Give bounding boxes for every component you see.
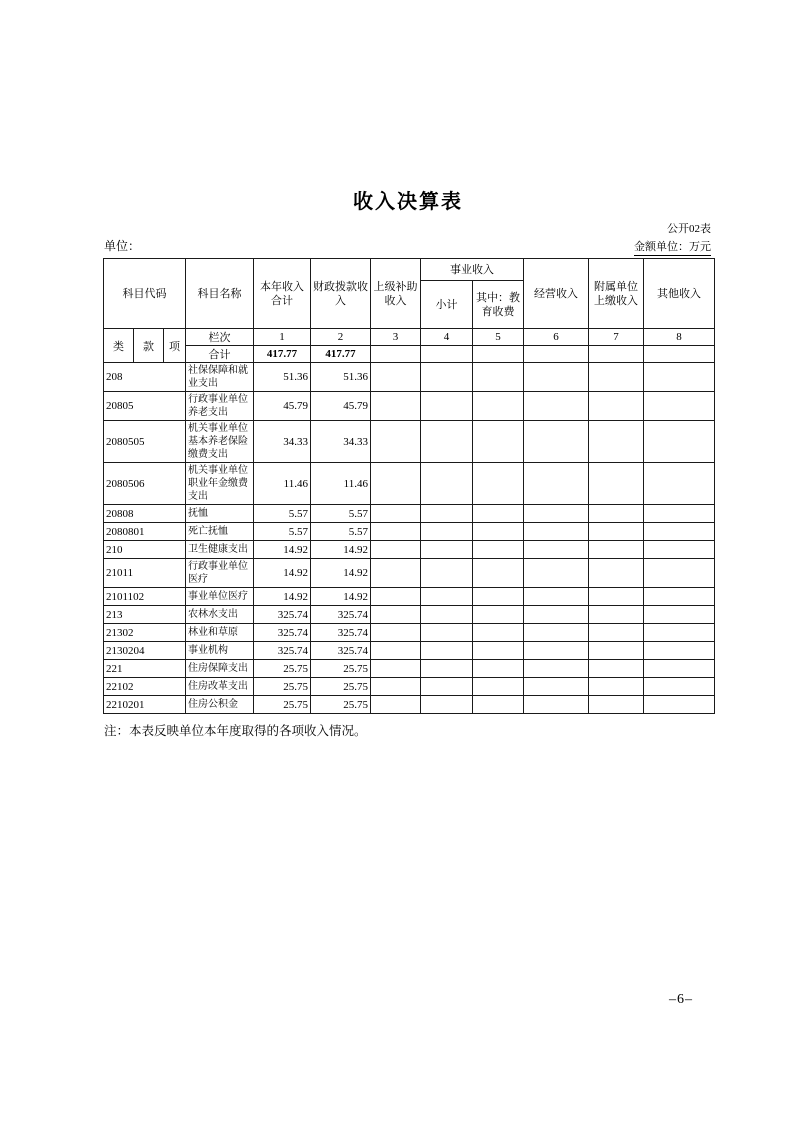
business-subtotal-cell: [421, 505, 473, 523]
table-row: [104, 392, 715, 421]
annual-total-cell: 25.75: [254, 696, 311, 714]
header-class: 类: [104, 329, 134, 363]
annual-total-cell: 25.75: [254, 678, 311, 696]
subject-name-cell: 抚恤: [186, 505, 254, 523]
fiscal-grant-cell: 14.92: [311, 559, 371, 588]
column-index-row: [104, 329, 715, 346]
fiscal-grant-cell: 14.92: [311, 541, 371, 559]
subject-name-cell: 机关事业单位职业年金缴费支出: [186, 463, 254, 505]
header-subject-name: 科目名称: [186, 259, 254, 329]
total-fiscal-value: 417.77: [311, 346, 371, 363]
other-income-cell: [644, 624, 715, 642]
annual-total-cell: 34.33: [254, 421, 311, 463]
header-business-income: 事业收入: [421, 259, 524, 281]
subject-name-cell: 机关事业单位基本养老保险缴费支出: [186, 421, 254, 463]
table-row: [104, 421, 715, 463]
column-number: 6: [524, 329, 589, 346]
header-item: 项: [164, 329, 186, 363]
subject-name-cell: 住房改革支出: [186, 678, 254, 696]
subject-name-cell: 行政事业单位养老支出: [186, 392, 254, 421]
subject-code-cell: 210: [104, 541, 186, 559]
other-income-cell: [644, 678, 715, 696]
header-annual-total: 本年收入合计: [254, 259, 311, 329]
education-fee-cell: [473, 678, 524, 696]
business-subtotal-cell: [421, 588, 473, 606]
education-fee-cell: [473, 541, 524, 559]
operating-income-cell: [524, 696, 589, 714]
subject-code-cell: 21302: [104, 624, 186, 642]
annual-total-cell: 14.92: [254, 588, 311, 606]
fiscal-grant-cell: 325.74: [311, 642, 371, 660]
annual-total-cell: 25.75: [254, 660, 311, 678]
subject-name-cell: 事业单位医疗: [186, 588, 254, 606]
business-subtotal-cell: [421, 606, 473, 624]
superior-subsidy-cell: [371, 363, 421, 392]
operating-income-cell: [524, 624, 589, 642]
business-subtotal-cell: [421, 463, 473, 505]
affiliated-remit-cell: [589, 505, 644, 523]
other-income-cell: [644, 588, 715, 606]
other-income-cell: [644, 523, 715, 541]
education-fee-cell: [473, 523, 524, 541]
fiscal-grant-cell: 5.57: [311, 523, 371, 541]
annual-total-cell: 14.92: [254, 559, 311, 588]
fiscal-grant-cell: 11.46: [311, 463, 371, 505]
affiliated-remit-cell: [589, 588, 644, 606]
fiscal-grant-cell: 325.74: [311, 606, 371, 624]
education-fee-cell: [473, 363, 524, 392]
annual-total-cell: 45.79: [254, 392, 311, 421]
operating-income-cell: [524, 642, 589, 660]
subject-name-cell: 农林水支出: [186, 606, 254, 624]
fiscal-grant-cell: 25.75: [311, 678, 371, 696]
unit-label: 单位：: [104, 239, 141, 253]
subject-code-cell: 2210201: [104, 696, 186, 714]
business-subtotal-cell: [421, 696, 473, 714]
other-income-cell: [644, 363, 715, 392]
table-row: [104, 463, 715, 505]
other-income-cell: [644, 541, 715, 559]
doc-form-label: 公开02表: [667, 223, 711, 235]
subject-code-cell: 2130204: [104, 642, 186, 660]
operating-income-cell: [524, 678, 589, 696]
business-subtotal-cell: [421, 642, 473, 660]
business-subtotal-cell: [421, 421, 473, 463]
education-fee-cell: [473, 559, 524, 588]
lanci-label: 栏次: [186, 329, 254, 346]
column-number: 8: [644, 329, 715, 346]
total-annual-value: 417.77: [254, 346, 311, 363]
superior-subsidy-cell: [371, 678, 421, 696]
affiliated-remit-cell: [589, 523, 644, 541]
affiliated-remit-cell: [589, 660, 644, 678]
business-subtotal-cell: [421, 523, 473, 541]
table-row: [104, 559, 715, 588]
total-empty-cell: [371, 346, 421, 363]
operating-income-cell: [524, 559, 589, 588]
total-empty-cell: [473, 346, 524, 363]
affiliated-remit-cell: [589, 642, 644, 660]
table-row: [104, 660, 715, 678]
header-other-income: 其他收入: [644, 259, 715, 329]
annual-total-cell: 51.36: [254, 363, 311, 392]
annual-total-cell: 11.46: [254, 463, 311, 505]
annual-total-cell: 14.92: [254, 541, 311, 559]
subject-code-cell: 20805: [104, 392, 186, 421]
business-subtotal-cell: [421, 392, 473, 421]
subject-code-cell: 22102: [104, 678, 186, 696]
header-clause: 款: [134, 329, 164, 363]
subject-name-cell: 住房保障支出: [186, 660, 254, 678]
superior-subsidy-cell: [371, 421, 421, 463]
affiliated-remit-cell: [589, 463, 644, 505]
affiliated-remit-cell: [589, 678, 644, 696]
affiliated-remit-cell: [589, 624, 644, 642]
income-statement-table: [103, 258, 715, 714]
subject-name-cell: 林业和草原: [186, 624, 254, 642]
annual-total-cell: 5.57: [254, 505, 311, 523]
superior-subsidy-cell: [371, 660, 421, 678]
total-empty-cell: [644, 346, 715, 363]
other-income-cell: [644, 463, 715, 505]
superior-subsidy-cell: [371, 588, 421, 606]
superior-subsidy-cell: [371, 696, 421, 714]
business-subtotal-cell: [421, 624, 473, 642]
table-row: [104, 523, 715, 541]
business-subtotal-cell: [421, 363, 473, 392]
subject-code-cell: 213: [104, 606, 186, 624]
subject-name-cell: 卫生健康支出: [186, 541, 254, 559]
grand-total-row: [104, 346, 715, 363]
subject-name-cell: 死亡抚恤: [186, 523, 254, 541]
subject-code-cell: 2080505: [104, 421, 186, 463]
fiscal-grant-cell: 34.33: [311, 421, 371, 463]
table-row: [104, 505, 715, 523]
table-row: [104, 624, 715, 642]
fiscal-grant-cell: 14.92: [311, 588, 371, 606]
table-row: [104, 642, 715, 660]
header-affiliated-remit: 附属单位上缴收入: [589, 259, 644, 329]
subject-name-cell: 行政事业单位医疗: [186, 559, 254, 588]
column-number: 2: [311, 329, 371, 346]
total-empty-cell: [421, 346, 473, 363]
header-education-fee: 其中：教育收费: [473, 281, 524, 329]
subject-name-cell: 事业机构: [186, 642, 254, 660]
page-title: 收入决算表: [353, 191, 463, 213]
table-row: [104, 588, 715, 606]
operating-income-cell: [524, 392, 589, 421]
fiscal-grant-cell: 325.74: [311, 624, 371, 642]
affiliated-remit-cell: [589, 606, 644, 624]
fiscal-grant-cell: 5.57: [311, 505, 371, 523]
table-row: [104, 696, 715, 714]
superior-subsidy-cell: [371, 505, 421, 523]
column-number: 7: [589, 329, 644, 346]
table-row: [104, 363, 715, 392]
table-header: [104, 259, 715, 363]
subject-code-cell: 221: [104, 660, 186, 678]
education-fee-cell: [473, 588, 524, 606]
affiliated-remit-cell: [589, 392, 644, 421]
education-fee-cell: [473, 660, 524, 678]
education-fee-cell: [473, 624, 524, 642]
business-subtotal-cell: [421, 559, 473, 588]
other-income-cell: [644, 606, 715, 624]
operating-income-cell: [524, 588, 589, 606]
table-row: [104, 541, 715, 559]
superior-subsidy-cell: [371, 642, 421, 660]
subject-code-cell: 20808: [104, 505, 186, 523]
annual-total-cell: 325.74: [254, 642, 311, 660]
column-number: 5: [473, 329, 524, 346]
annual-total-cell: 5.57: [254, 523, 311, 541]
total-empty-cell: [589, 346, 644, 363]
affiliated-remit-cell: [589, 696, 644, 714]
business-subtotal-cell: [421, 678, 473, 696]
business-subtotal-cell: [421, 660, 473, 678]
table-body: [104, 363, 715, 714]
fiscal-grant-cell: 25.75: [311, 696, 371, 714]
annual-total-cell: 325.74: [254, 624, 311, 642]
header-superior-subsidy: 上级补助收入: [371, 259, 421, 329]
subject-code-cell: 208: [104, 363, 186, 392]
business-subtotal-cell: [421, 541, 473, 559]
operating-income-cell: [524, 523, 589, 541]
education-fee-cell: [473, 642, 524, 660]
education-fee-cell: [473, 421, 524, 463]
header-row-top: [104, 259, 715, 281]
operating-income-cell: [524, 363, 589, 392]
total-label: 合计: [186, 346, 254, 363]
education-fee-cell: [473, 505, 524, 523]
table-row: [104, 606, 715, 624]
subject-name-cell: 社保保障和就业支出: [186, 363, 254, 392]
superior-subsidy-cell: [371, 624, 421, 642]
superior-subsidy-cell: [371, 392, 421, 421]
amount-unit-label: 金额单位：万元: [634, 238, 711, 256]
affiliated-remit-cell: [589, 559, 644, 588]
fiscal-grant-cell: 51.36: [311, 363, 371, 392]
education-fee-cell: [473, 463, 524, 505]
column-number: 1: [254, 329, 311, 346]
total-empty-cell: [524, 346, 589, 363]
subject-code-cell: 2080506: [104, 463, 186, 505]
table-note: 注：本表反映单位本年度取得的各项收入情况。: [104, 724, 367, 738]
superior-subsidy-cell: [371, 463, 421, 505]
education-fee-cell: [473, 696, 524, 714]
header-subject-code: 科目代码: [104, 259, 186, 329]
education-fee-cell: [473, 606, 524, 624]
affiliated-remit-cell: [589, 541, 644, 559]
other-income-cell: [644, 642, 715, 660]
other-income-cell: [644, 559, 715, 588]
other-income-cell: [644, 660, 715, 678]
fiscal-grant-cell: 45.79: [311, 392, 371, 421]
operating-income-cell: [524, 660, 589, 678]
operating-income-cell: [524, 606, 589, 624]
header-business-subtotal: 小计: [421, 281, 473, 329]
superior-subsidy-cell: [371, 541, 421, 559]
other-income-cell: [644, 421, 715, 463]
operating-income-cell: [524, 421, 589, 463]
other-income-cell: [644, 505, 715, 523]
column-number: 4: [421, 329, 473, 346]
superior-subsidy-cell: [371, 523, 421, 541]
annual-total-cell: 325.74: [254, 606, 311, 624]
other-income-cell: [644, 392, 715, 421]
page-number: –6–: [669, 992, 693, 1007]
subject-code-cell: 21011: [104, 559, 186, 588]
table-row: [104, 678, 715, 696]
superior-subsidy-cell: [371, 606, 421, 624]
operating-income-cell: [524, 463, 589, 505]
header-operating-income: 经营收入: [524, 259, 589, 329]
education-fee-cell: [473, 392, 524, 421]
operating-income-cell: [524, 505, 589, 523]
affiliated-remit-cell: [589, 421, 644, 463]
other-income-cell: [644, 696, 715, 714]
subject-code-cell: 2080801: [104, 523, 186, 541]
operating-income-cell: [524, 541, 589, 559]
subject-name-cell: 住房公积金: [186, 696, 254, 714]
affiliated-remit-cell: [589, 363, 644, 392]
column-number: 3: [371, 329, 421, 346]
header-fiscal-grant: 财政拨款收入: [311, 259, 371, 329]
fiscal-grant-cell: 25.75: [311, 660, 371, 678]
superior-subsidy-cell: [371, 559, 421, 588]
subject-code-cell: 2101102: [104, 588, 186, 606]
